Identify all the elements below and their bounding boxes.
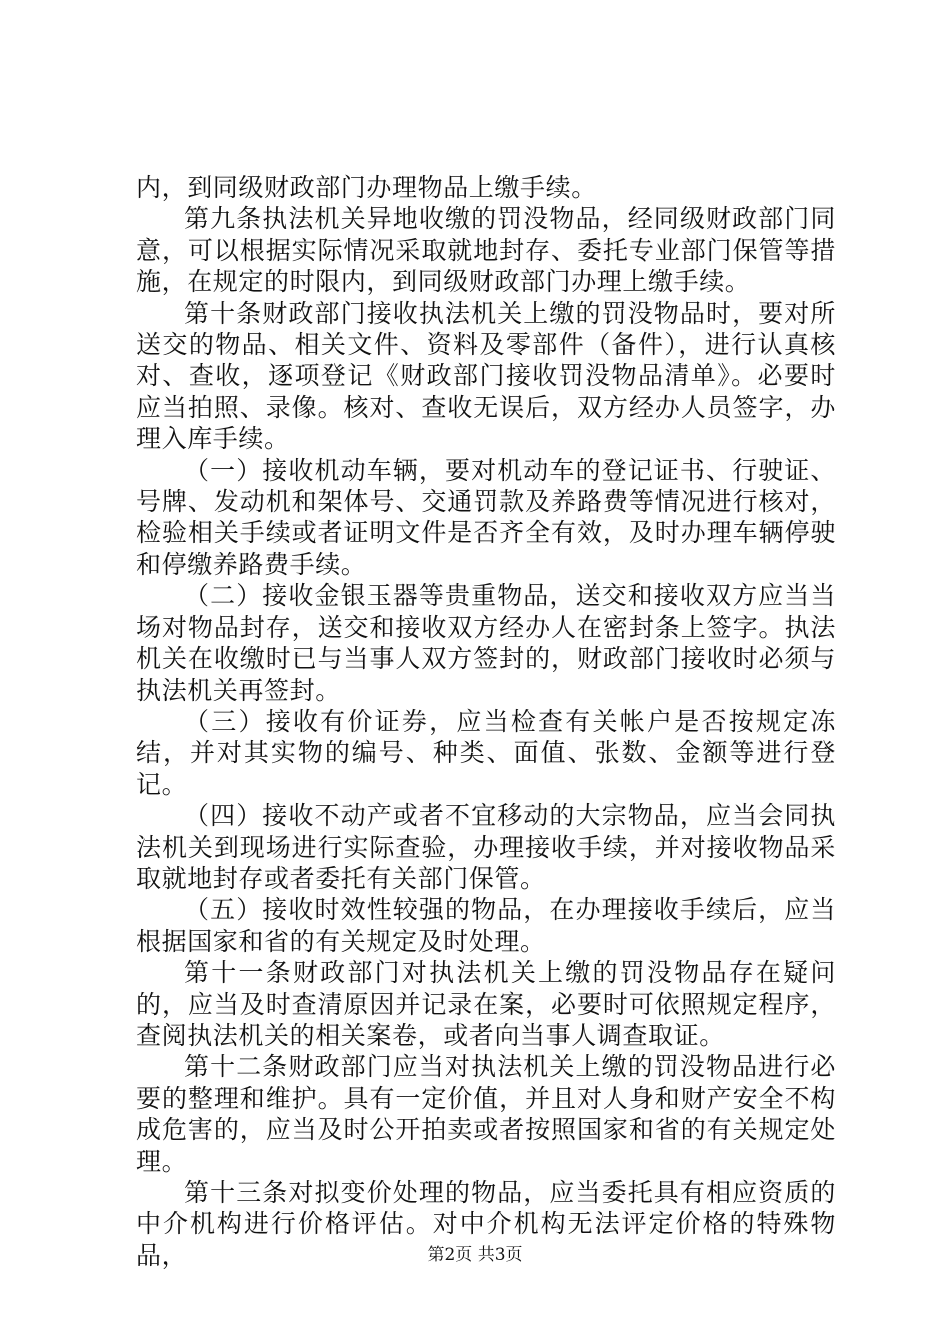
paragraph-item-4: （四）接收不动产或者不宜移动的大宗物品，应当会同执法机关到现场进行实际查验，办理接收手续，并对接收物品采取就地封存或者委托有关部门保管。 bbox=[136, 801, 836, 893]
paragraph-article-10: 第十条财政部门接收执法机关上缴的罚没物品时，要对所送交的物品、相关文件、资料及零部件（备件），进行认真核对、查收，逐项登记《财政部门接收罚没物品清单》。必要时应当拍照、录像。核对、查收无误后，双方经办人员签字，办理入库手续。 bbox=[136, 298, 836, 454]
page-number-footer: 第2页 共3页 bbox=[427, 1245, 523, 1265]
paragraph-article-12: 第十二条财政部门应当对执法机关上缴的罚没物品进行必要的整理和维护。具有一定价值，并且对人身和财产安全不构成危害的，应当及时公开拍卖或者按照国家和省的有关规定处理。 bbox=[136, 1052, 836, 1176]
paragraph-item-2: （二）接收金银玉器等贵重物品，送交和接收双方应当当场对物品封存，送交和接收双方经办人在密封条上签字。执法机关在收缴时已与当事人双方签封的，财政部门接收时必须与执法机关再签封。 bbox=[136, 581, 836, 705]
paragraph-article-13: 第十三条对拟变价处理的物品，应当委托具有相应资质的中介机构进行价格评估。对中介机构无法评定价格的特殊物品， bbox=[136, 1178, 836, 1270]
paragraph-item-1: （一）接收机动车辆，要对机动车的登记证书、行驶证、号牌、发动机和架体号、交通罚款及养路费等情况进行核对，检验相关手续或者证明文件是否齐全有效，及时办理车辆停驶和停缴养路费手续。 bbox=[136, 455, 836, 579]
paragraph-item-3: （三）接收有价证券，应当检查有关帐户是否按规定冻结，并对其实物的编号、种类、面值、张数、金额等进行登记。 bbox=[136, 706, 836, 799]
document-body bbox=[136, 172, 836, 1271]
paragraph-article-11: 第十一条财政部门对执法机关上缴的罚没物品存在疑问的，应当及时查清原因并记录在案，必要时可依照规定程序，查阅执法机关的相关案卷，或者向当事人调查取证。 bbox=[136, 958, 836, 1050]
paragraph-item-5: （五）接收时效性较强的物品，在办理接收手续后，应当根据国家和省的有关规定及时处理。 bbox=[136, 895, 836, 956]
paragraph-article-9: 第九条执法机关异地收缴的罚没物品，经同级财政部门同意，可以根据实际情况采取就地封存、委托专业部门保管等措施，在规定的时限内，到同级财政部门办理上缴手续。 bbox=[136, 204, 836, 297]
paragraph-continuation: 内，到同级财政部门办理物品上缴手续。 bbox=[136, 173, 597, 202]
